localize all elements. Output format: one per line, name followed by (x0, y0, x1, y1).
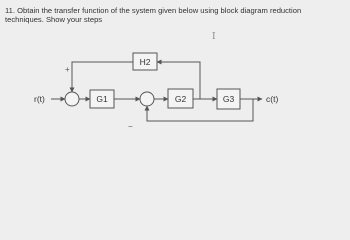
summing-junction-1 (65, 92, 79, 106)
h2-feedback-output-path (72, 62, 133, 92)
g1-label: G1 (96, 94, 108, 104)
question-line-2: techniques. Show your steps (5, 15, 103, 24)
text-cursor-icon: I (212, 32, 216, 42)
h2-label: H2 (139, 57, 151, 67)
sum1-plus-sign: + (65, 65, 70, 74)
question-line-1: 11. Obtain the transfer function of the system given below using block diagram reduction (5, 6, 302, 15)
sum2-minus-sign: − (128, 122, 133, 131)
summing-junction-2 (140, 92, 154, 106)
g3-label: G3 (222, 94, 235, 104)
input-label: r(t) (34, 94, 45, 104)
output-label: c(t) (266, 94, 279, 104)
g2-label: G2 (174, 94, 187, 104)
